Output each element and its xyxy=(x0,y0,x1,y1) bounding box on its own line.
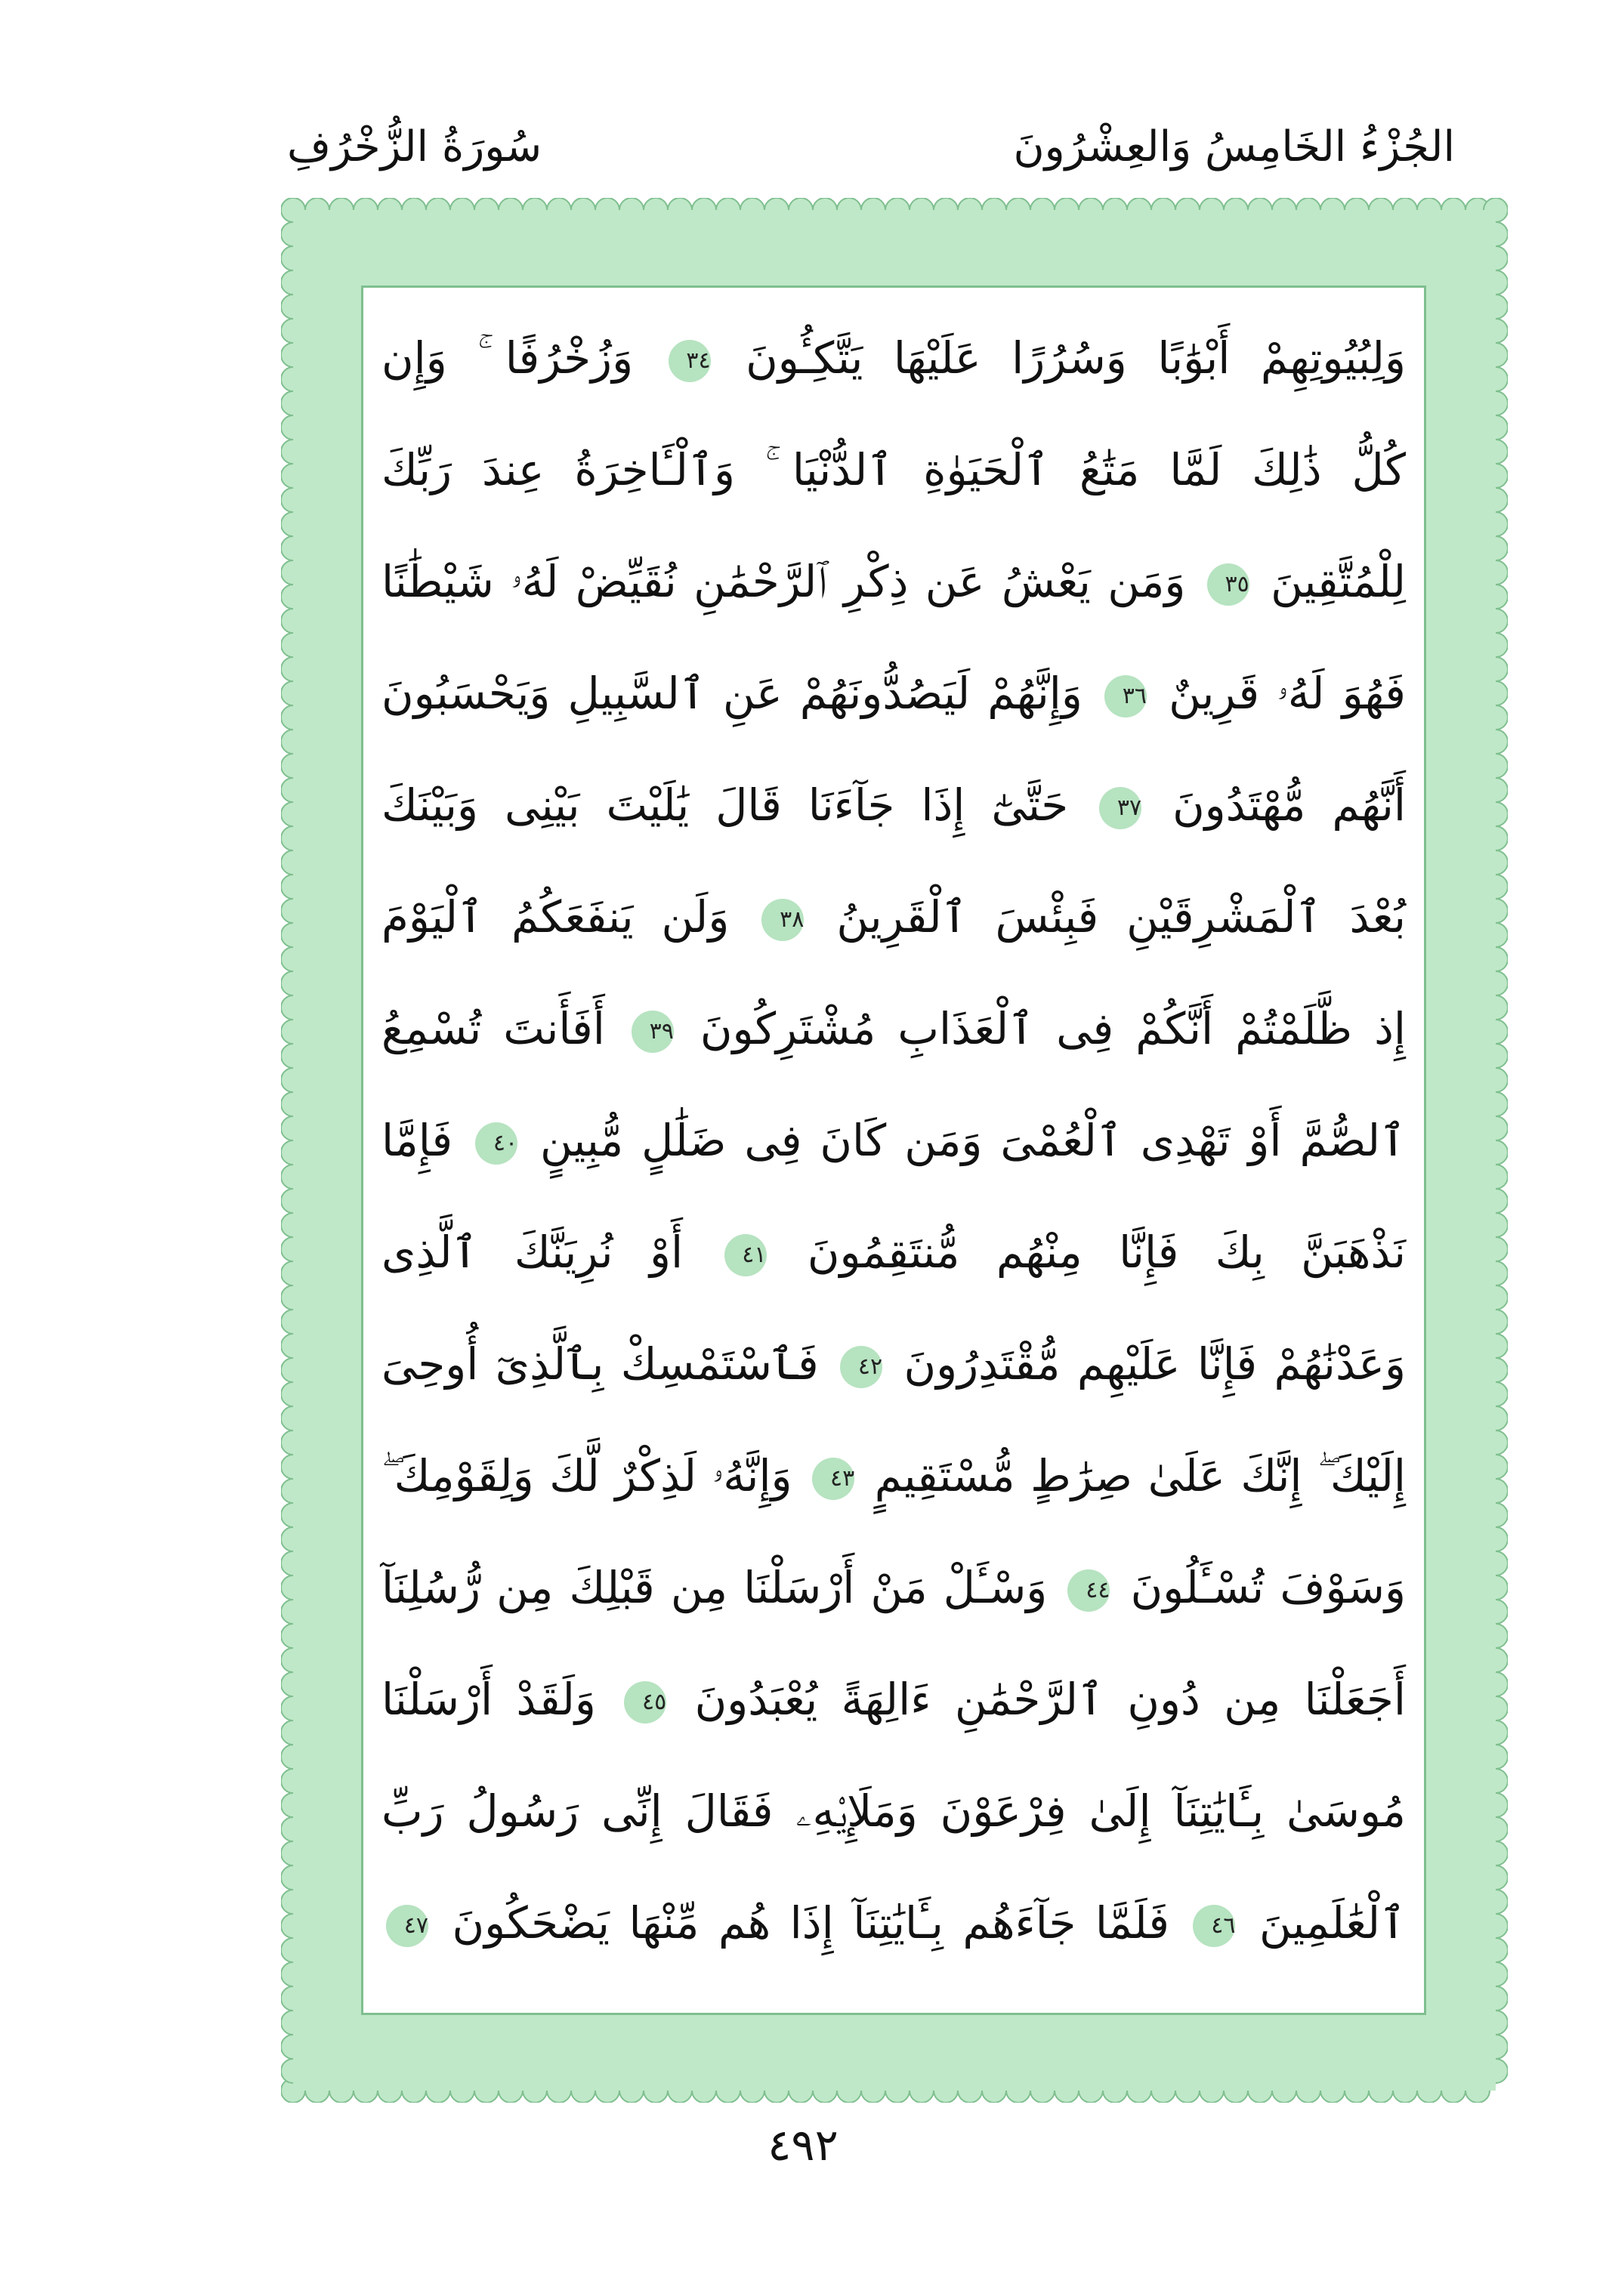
verse-line xyxy=(381,1426,1406,1526)
verse-line xyxy=(381,979,1406,1079)
verse-text: أَنَّهُم مُّهْتَدُونَ xyxy=(1172,779,1406,831)
verse-text: وَعَدْنَٰهُمْ فَإِنَّا عَلَيْهِم مُّقْتَدِرُونَ xyxy=(903,1338,1407,1390)
verse-text: وَسَوْفَ تُسْـَٔلُونَ xyxy=(1130,1562,1407,1613)
ayah-number-marker: ٤٢ xyxy=(840,1346,882,1388)
verse-text: أَوْ نُرِيَنَّكَ ٱلَّذِى xyxy=(381,1227,684,1278)
verse-text: وَسْـَٔلْ مَنْ أَرْسَلْنَا مِن قَبْلِكَ مِن رُّسُلِنَآ xyxy=(381,1562,1048,1613)
verse-line xyxy=(381,1091,1406,1190)
surah-title: سُورَةُ الزُّخْرُفِ xyxy=(287,122,542,171)
verse-text: وَإِنَّهُۥ لَذِكْرٌ لَّكَ وَلِقَوْمِكَ ۖ xyxy=(381,1450,792,1501)
verse-text: إِذ ظَّلَمْتُمْ أَنَّكُمْ فِى ٱلْعَذَابِ مُشْتَرِكُونَ xyxy=(700,1003,1407,1054)
verse-text: وَزُخْرُفًا ۚ وَإِن xyxy=(381,332,634,384)
verse-text: وَلِبُيُوتِهِمْ أَبْوَٰبًا وَسُرُرًا عَلَيْهَا يَتَّكِـُٔونَ xyxy=(746,332,1406,384)
ayah-number-marker: ٤٥ xyxy=(624,1681,666,1724)
ayah-number-marker: ٤٤ xyxy=(1067,1569,1110,1612)
ayah-number-marker: ٤٧ xyxy=(386,1905,428,1947)
verse-line xyxy=(381,420,1406,520)
ayah-number-marker: ٣٤ xyxy=(669,340,711,382)
ayah-number-marker: ٣٥ xyxy=(1207,563,1249,606)
verse-text: فَإِمَّا xyxy=(381,1115,453,1166)
verse-text: فَهُوَ لَهُۥ قَرِينٌ xyxy=(1169,668,1407,719)
verse-text: أَجَعَلْنَا مِن دُونِ ٱلرَّحْمَٰنِ ءَالِهَةً يُعْبَدُونَ xyxy=(694,1674,1407,1725)
verse-text: كُلُّ ذَٰلِكَ لَمَّا مَتَٰعُ ٱلْحَيَوٰةِ ٱلدُّنْيَا ۚ وَٱلْـَٔاخِرَةُ عِندَ رَبِّكَ xyxy=(381,444,1406,495)
verse-line xyxy=(381,643,1406,743)
verse-line xyxy=(381,532,1406,631)
ayah-number-marker: ٤٠ xyxy=(475,1122,517,1165)
verse-text: وَلَقَدْ أَرْسَلْنَا xyxy=(381,1674,596,1725)
verse-text: بُعْدَ ٱلْمَشْرِقَيْنِ فَبِئْسَ ٱلْقَرِينُ xyxy=(836,891,1407,943)
verse-line xyxy=(381,308,1406,408)
verse-line xyxy=(381,1538,1406,1637)
verse-text: فَٱسْتَمْسِكْ بِٱلَّذِىٓ أُوحِىَ xyxy=(381,1338,819,1390)
ayah-number-marker: ٣٧ xyxy=(1099,787,1141,829)
verse-text: وَإِنَّهُمْ لَيَصُدُّونَهُمْ عَنِ ٱلسَّبِيلِ وَيَحْسَبُونَ xyxy=(381,668,1083,719)
verse-text: حَتَّىٰٓ إِذَا جَآءَنَا قَالَ يَٰلَيْتَ بَيْنِى وَبَيْنَكَ xyxy=(381,779,1069,831)
verse-line xyxy=(381,1873,1406,1973)
verse-text: أَفَأَنتَ تُسْمِعُ xyxy=(381,1003,605,1054)
verse-line xyxy=(381,1649,1406,1749)
verse-line xyxy=(381,867,1406,967)
ayah-number-marker: ٤٦ xyxy=(1193,1905,1235,1947)
verse-line xyxy=(381,1314,1406,1414)
verse-text: فَلَمَّا جَآءَهُم بِـَٔايَٰتِنَآ إِذَا هُم مِّنْهَا يَضْحَكُونَ xyxy=(452,1897,1169,1949)
verse-text: ٱلْعَٰلَمِينَ xyxy=(1259,1897,1407,1949)
verse-text: وَمَن يَعْشُ عَن ذِكْرِ ٱلرَّحْمَٰنِ نُقَيِّضْ لَهُۥ شَيْطَٰنًا xyxy=(381,556,1186,607)
ayah-number-marker: ٣٩ xyxy=(632,1011,674,1053)
verse-text: إِلَيْكَ ۖ إِنَّكَ عَلَىٰ صِرَٰطٍ مُّسْتَقِيمٍ xyxy=(874,1450,1406,1501)
verse-line xyxy=(381,1202,1406,1302)
ayah-number-marker: ٣٨ xyxy=(761,899,804,941)
verse-text: نَذْهَبَنَّ بِكَ فَإِنَّا مِنْهُم مُّنتَقِمُونَ xyxy=(807,1227,1406,1278)
verse-text: ٱلصُّمَّ أَوْ تَهْدِى ٱلْعُمْىَ وَمَن كَانَ فِى ضَلَٰلٍ مُّبِينٍ xyxy=(539,1115,1407,1166)
verse-text: وَلَن يَنفَعَكُمُ ٱلْيَوْمَ xyxy=(381,891,730,943)
ayah-number-marker: ٣٦ xyxy=(1104,675,1147,718)
verse-line xyxy=(381,755,1406,855)
page-number: ٤٩٢ xyxy=(767,2119,839,2171)
verse-line xyxy=(381,1761,1406,1861)
verse-text: مُوسَىٰ بِـَٔايَٰتِنَآ إِلَىٰ فِرْعَوْنَ وَمَلَإِي۟هِۦ فَقَالَ إِنِّى رَسُولُ رَبِّ xyxy=(381,1785,1406,1837)
ayah-number-marker: ٤٣ xyxy=(812,1458,854,1500)
verse-text: لِلْمُتَّقِينَ xyxy=(1271,556,1406,607)
juz-title: الجُزْءُ الخَامِسُ وَالعِشْرُونَ xyxy=(1013,122,1455,171)
ayah-number-marker: ٤١ xyxy=(724,1234,767,1276)
